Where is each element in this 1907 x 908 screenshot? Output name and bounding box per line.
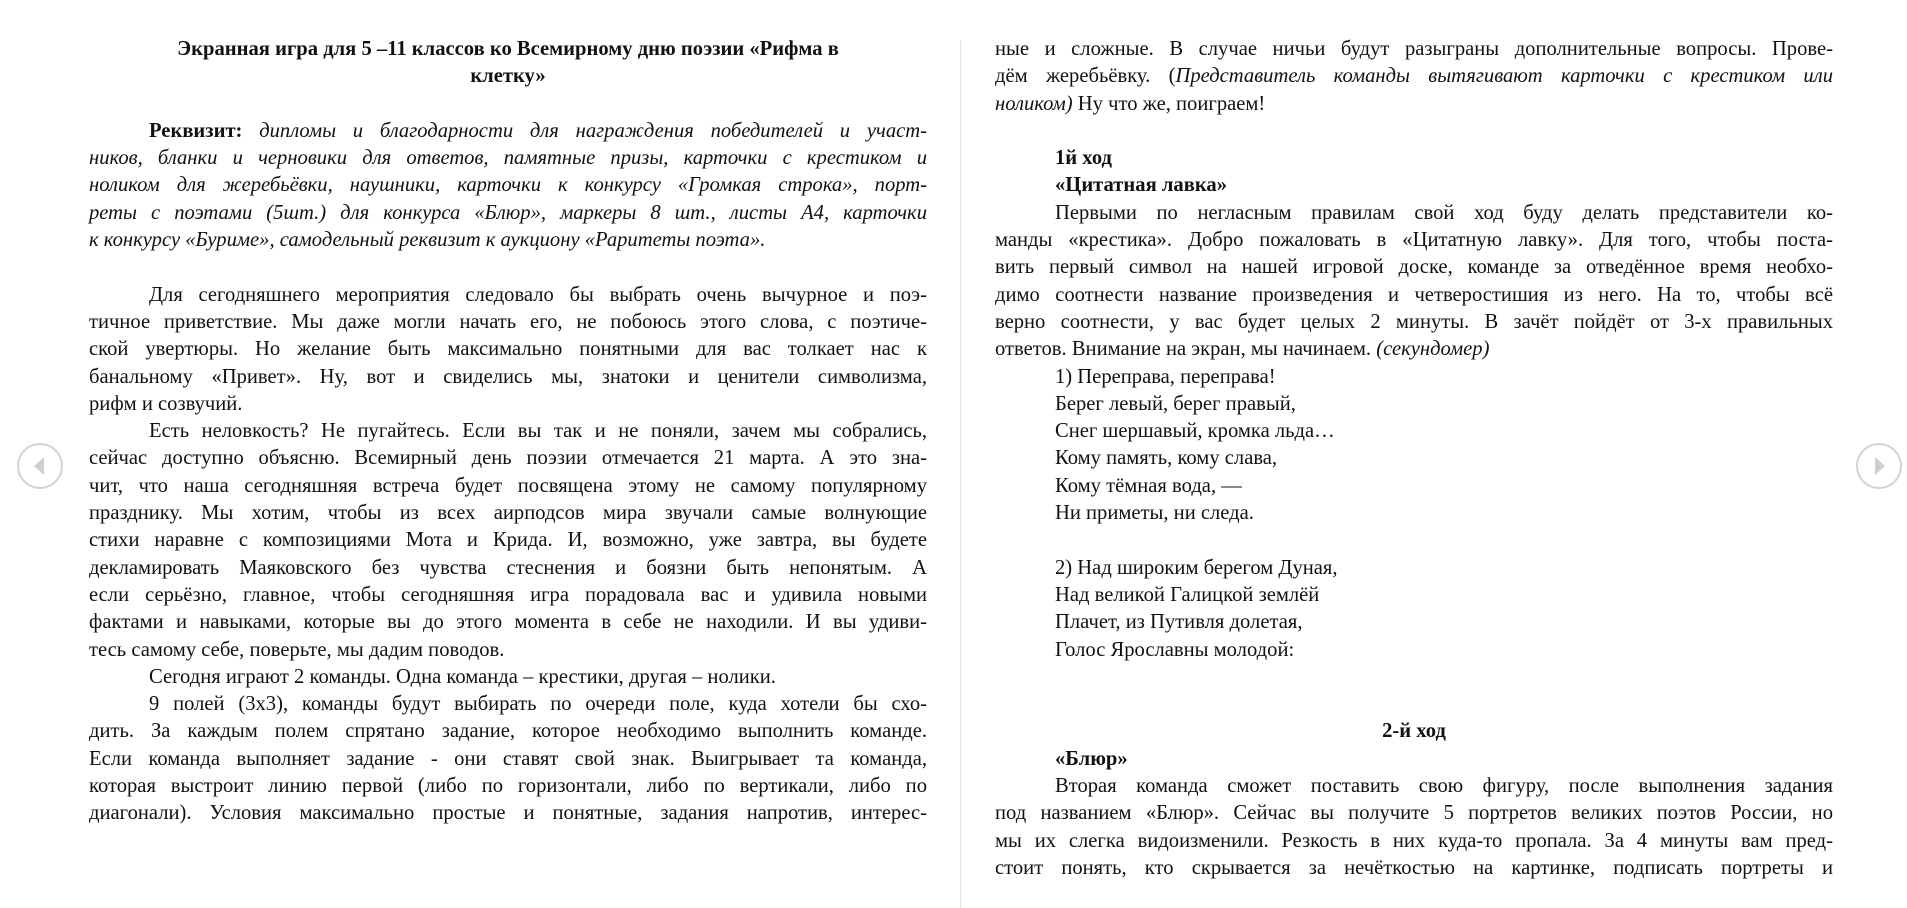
explanation-line: декламировать Маяковского без чувства стеснения и боязни быть непонятым. А bbox=[89, 556, 927, 579]
move1-heading: 1й ход bbox=[1055, 147, 1112, 170]
rules-line: которая выстроит линию первой (либо по горизонтали, либо по вертикали, либо по bbox=[89, 775, 927, 798]
previous-page-button[interactable] bbox=[17, 443, 63, 489]
rules-line: 9 полей (3х3), команды будут выбирать по очереди поле, куда хотели бы схо- bbox=[149, 693, 927, 716]
right-page bbox=[995, 36, 1833, 882]
poem1-line: Ни приметы, ни следа. bbox=[1055, 502, 1254, 525]
move1-line bbox=[995, 336, 1833, 363]
next-page-button[interactable] bbox=[1856, 443, 1902, 489]
title-line: Экранная игра для 5 –11 классов ко Всемирному дню поэзии «Рифма в bbox=[177, 38, 839, 60]
explanation-line: Есть неловкость? Не пугайтесь. Если вы так и не поняли, зачем мы собрались, bbox=[149, 420, 927, 443]
left-page bbox=[89, 36, 927, 828]
greeting-line: банальному «Привет». Ну, вот и свиделись мы, знатоки и ценители символизма, bbox=[89, 365, 927, 388]
explanation-line: празднику. Мы хотим, чтобы из всех аирподсов мира звучали самые волнующие bbox=[89, 502, 927, 525]
explanation-line: стихи наравне с композициями Мота и Крида. И, возможно, уже завтра, вы будете bbox=[89, 529, 927, 552]
explanation-line: тесь самому себе, поверьте, мы дадим поводов. bbox=[89, 638, 505, 661]
continuation-italic: Представитель команды вытягивают карточки с крестиком или bbox=[1175, 65, 1833, 88]
chevron-left-icon bbox=[19, 445, 61, 487]
move1-line: вить первый символ на нашей игровой доске, команде за отведённое время необхо- bbox=[995, 256, 1833, 279]
move2-line: мы их слегка видоизменили. Резкость в них куда-то пропала. За 4 минуты вам пред- bbox=[995, 829, 1833, 852]
page-divider bbox=[960, 40, 961, 908]
title-line: клетку» bbox=[470, 65, 546, 88]
continuation-line bbox=[995, 63, 1833, 90]
poem2-line: Голос Ярославны молодой: bbox=[1055, 638, 1295, 661]
continuation-line: ные и сложные. В случае ничьи будут разыграны дополнительные вопросы. Прове- bbox=[995, 38, 1833, 60]
greeting-line: рифм и созвучий. bbox=[89, 392, 243, 415]
explanation-line: фактами и навыками, которые вы до этого момента в себе не находили. И вы удиви- bbox=[89, 611, 927, 634]
continuation-italic: ноликом) bbox=[995, 92, 1073, 115]
move1-stopwatch-note: (секундомер) bbox=[1376, 338, 1490, 361]
rules-line: Если команда выполняет задание - они ставят свой знак. Выигрывает та команда, bbox=[89, 747, 927, 770]
props-line: к конкурсу «Буриме», самодельный реквизит к аукциону «Раритеты поэта». bbox=[89, 229, 766, 252]
poem1-line: Кому тёмная вода, — bbox=[1055, 474, 1242, 497]
props-line: реты с поэтами (5шт.) для конкурса «Блюр», маркеры 8 шт., листы А4, карточки bbox=[89, 201, 927, 224]
greeting-line: ской увертюры. Но желание быть максимально понятными для вас толкает нас к bbox=[89, 338, 927, 361]
explanation-line: чит, что наша сегодняшняя встреча будет посвящена этому не самому популярному bbox=[89, 474, 927, 497]
move1-title: «Цитатная лавка» bbox=[1055, 174, 1227, 197]
move2-line: под названием «Блюр». Сейчас вы получите 5 портретов великих поэтов России, но bbox=[995, 802, 1833, 825]
move1-line: манды «крестика». Добро пожаловать в «Цитатную лавку». Для того, чтобы поста- bbox=[995, 229, 1833, 252]
poem1-line: 1) Переправа, переправа! bbox=[1055, 365, 1276, 388]
poem1-line: Берег левый, берег правый, bbox=[1055, 392, 1296, 415]
document-title bbox=[89, 36, 927, 91]
move2-line: Вторая команда сможет поставить свою фигуру, после выполнения задания bbox=[1055, 775, 1833, 798]
greeting-line: Для сегодняшнего мероприятия следовало бы выбрать очень вычурное и поэ- bbox=[149, 283, 927, 306]
rules-line: дить. За каждым полем спрятано задание, которое необходимо выполнить команде. bbox=[89, 720, 927, 743]
move1-line: Первыми по негласным правилам свой ход буду делать представители ко- bbox=[1055, 201, 1833, 224]
move1-text: ответов. Внимание на экран, мы начинаем. bbox=[995, 338, 1377, 361]
props-paragraph bbox=[89, 118, 927, 145]
move1-line: верно соотнести, у вас будет целых 2 минуты. В зачёт пойдёт от 3-х правильных bbox=[995, 310, 1833, 333]
props-line: ноликом для жеребьёвки, наушники, карточки к конкурсу «Громкая строка», порт- bbox=[89, 174, 927, 197]
greeting-line: тичное приветствие. Мы даже могли начать его, не побоюсь этого слова, с поэтиче- bbox=[89, 310, 927, 333]
props-label: Реквизит: bbox=[149, 119, 243, 142]
teams-line: Сегодня играют 2 команды. Одна команда – крестики, другая – нолики. bbox=[149, 665, 776, 688]
poem1-line: Кому память, кому слава, bbox=[1055, 447, 1278, 470]
continuation-text: дём жеребьёвку. ( bbox=[995, 65, 1176, 88]
move2-heading: 2-й ход bbox=[1382, 720, 1446, 743]
rules-line: диагонали). Условия максимально простые и понятные, задания напротив, интерес- bbox=[89, 802, 927, 825]
poem1-line: Снег шершавый, кромка льда… bbox=[1055, 420, 1335, 443]
poem2-line: Над великой Галицкой землёй bbox=[1055, 583, 1320, 606]
move1-line: димо соотнести название произведения и четверостишия из него. На то, чтобы всё bbox=[995, 283, 1833, 306]
props-line: ников, бланки и черновики для ответов, памятные призы, карточки с крестиком и bbox=[89, 147, 927, 170]
continuation-text: Ну что же, поиграем! bbox=[1072, 92, 1266, 115]
poem2-line: 2) Над широким берегом Дуная, bbox=[1055, 556, 1338, 579]
poem2-line: Плачет, из Путивля долетая, bbox=[1055, 611, 1303, 634]
chevron-right-icon bbox=[1858, 445, 1900, 487]
explanation-line: если серьёзно, главное, чтобы сегодняшняя игра порадовала вас и удивила новыми bbox=[89, 583, 927, 606]
explanation-line: сейчас доступно объясню. Всемирный день поэзии отмечается 21 марта. А это зна- bbox=[89, 447, 927, 470]
move2-line: стоит понять, кто скрывается за нечёткостью на картинке, подписать портреты и bbox=[995, 856, 1833, 879]
move2-title: «Блюр» bbox=[1055, 747, 1128, 770]
props-text: дипломы и благодарности для награждения победителей и участ- bbox=[259, 119, 927, 142]
continuation-line bbox=[995, 91, 1833, 118]
